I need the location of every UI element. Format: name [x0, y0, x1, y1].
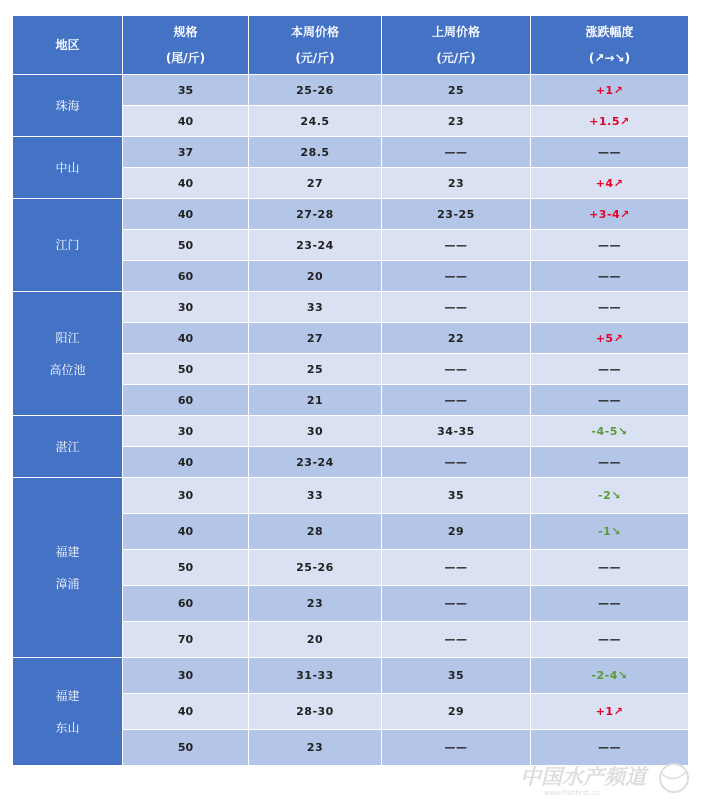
region-name: 福建 [55, 688, 80, 703]
table-row [13, 75, 689, 106]
price-table [12, 15, 689, 766]
region-name: 阳江 [55, 330, 80, 345]
last-week-price-cell: —— [382, 354, 531, 385]
last-week-price-cell: —— [382, 230, 531, 261]
region-name: 中山 [55, 160, 80, 175]
spec-cell: 50 [123, 230, 249, 261]
change-cell: +1↗ [531, 75, 689, 106]
region-cell [13, 75, 123, 137]
spec-cell: 60 [123, 586, 249, 622]
table-row [13, 137, 689, 168]
change-cell: —— [531, 385, 689, 416]
this-week-price-cell: 28 [249, 514, 382, 550]
region-name: 湛江 [55, 439, 80, 454]
last-week-price-cell: 34-35 [382, 416, 531, 447]
this-week-price-cell: 30 [249, 416, 382, 447]
spec-cell: 30 [123, 416, 249, 447]
header-last-week [382, 16, 531, 75]
spec-cell: 60 [123, 261, 249, 292]
table-row [13, 416, 689, 447]
last-week-price-cell: 22 [382, 323, 531, 354]
change-cell: -2↘ [531, 478, 689, 514]
change-cell: —— [531, 550, 689, 586]
this-week-price-cell: 25-26 [249, 550, 382, 586]
table-row [13, 478, 689, 514]
region-name: 漳浦 [55, 576, 80, 591]
region-name: 珠海 [55, 98, 80, 113]
region-cell [13, 137, 123, 199]
header-this-week-line1: 本周价格 [290, 25, 339, 39]
last-week-price-cell: 23-25 [382, 199, 531, 230]
last-week-price-cell: —— [382, 137, 531, 168]
change-cell: —— [531, 730, 689, 766]
table-header-row [13, 16, 689, 75]
change-cell: -1↘ [531, 514, 689, 550]
this-week-price-cell: 33 [249, 478, 382, 514]
this-week-price-cell: 31-33 [249, 658, 382, 694]
region-cell [13, 658, 123, 766]
spec-cell: 40 [123, 694, 249, 730]
change-cell: —— [531, 261, 689, 292]
this-week-price-cell: 23-24 [249, 230, 382, 261]
header-change-line2: (↗→↘) [588, 51, 631, 65]
spec-cell: 50 [123, 354, 249, 385]
last-week-price-cell: —— [382, 622, 531, 658]
last-week-price-cell: —— [382, 385, 531, 416]
last-week-price-cell: —— [382, 261, 531, 292]
watermark-text: 中国水产频道 [520, 765, 646, 789]
spec-cell: 35 [123, 75, 249, 106]
header-this-week [249, 16, 382, 75]
header-spec [123, 16, 249, 75]
spec-cell: 40 [123, 447, 249, 478]
this-week-price-cell: 23 [249, 586, 382, 622]
last-week-price-cell: 23 [382, 168, 531, 199]
spec-cell: 40 [123, 323, 249, 354]
change-cell: —— [531, 292, 689, 323]
spec-cell: 50 [123, 550, 249, 586]
last-week-price-cell: 25 [382, 75, 531, 106]
header-change-line1: 涨跌幅度 [585, 25, 634, 39]
last-week-price-cell: —— [382, 550, 531, 586]
region-name: 江门 [55, 238, 80, 252]
header-last-week-line1: 上周价格 [431, 25, 480, 39]
spec-cell: 30 [123, 658, 249, 694]
watermark-graphic [516, 760, 691, 798]
this-week-price-cell: 28-30 [249, 694, 382, 730]
region-cell [13, 199, 123, 292]
spec-cell: 70 [123, 622, 249, 658]
region-cell [13, 292, 123, 416]
change-cell: —— [531, 137, 689, 168]
last-week-price-cell: —— [382, 586, 531, 622]
this-week-price-cell: 24.5 [249, 106, 382, 137]
region-cell [13, 478, 123, 658]
last-week-price-cell: —— [382, 292, 531, 323]
change-cell: +3-4↗ [531, 199, 689, 230]
last-week-price-cell: 35 [382, 478, 531, 514]
table-row [13, 199, 689, 230]
region-name: 福建 [55, 544, 80, 559]
this-week-price-cell: 20 [249, 622, 382, 658]
spec-cell: 40 [123, 199, 249, 230]
region-name: 高位池 [49, 362, 86, 377]
last-week-price-cell: —— [382, 447, 531, 478]
this-week-price-cell: 27-28 [249, 199, 382, 230]
change-cell: —— [531, 354, 689, 385]
this-week-price-cell: 21 [249, 385, 382, 416]
region-name: 东山 [55, 720, 80, 735]
header-region [13, 16, 123, 75]
last-week-price-cell: 23 [382, 106, 531, 137]
last-week-price-cell: 29 [382, 514, 531, 550]
globe-wave [662, 772, 686, 779]
spec-cell: 50 [123, 730, 249, 766]
this-week-price-cell: 33 [249, 292, 382, 323]
table-row [13, 658, 689, 694]
last-week-price-cell: —— [382, 730, 531, 766]
change-cell: —— [531, 230, 689, 261]
change-cell: -4-5↘ [531, 416, 689, 447]
header-spec-line1: 规格 [173, 25, 198, 39]
change-cell: —— [531, 586, 689, 622]
spec-cell: 60 [123, 385, 249, 416]
last-week-price-cell: 29 [382, 694, 531, 730]
spec-cell: 40 [123, 514, 249, 550]
change-cell: -2-4↘ [531, 658, 689, 694]
watermark-subtext: www.fishfirst.cn [544, 789, 600, 797]
spec-cell: 37 [123, 137, 249, 168]
this-week-price-cell: 23 [249, 730, 382, 766]
header-last-week-line2: (元/斤) [436, 51, 476, 65]
change-cell: +4↗ [531, 168, 689, 199]
spec-cell: 40 [123, 106, 249, 137]
this-week-price-cell: 27 [249, 168, 382, 199]
table-body [13, 75, 689, 766]
this-week-price-cell: 28.5 [249, 137, 382, 168]
this-week-price-cell: 20 [249, 261, 382, 292]
header-this-week-line2: (元/斤) [295, 51, 335, 65]
last-week-price-cell: 35 [382, 658, 531, 694]
change-cell: —— [531, 447, 689, 478]
region-cell [13, 416, 123, 478]
change-cell: +5↗ [531, 323, 689, 354]
this-week-price-cell: 25-26 [249, 75, 382, 106]
spec-cell: 30 [123, 292, 249, 323]
this-week-price-cell: 25 [249, 354, 382, 385]
this-week-price-cell: 27 [249, 323, 382, 354]
change-cell: +1↗ [531, 694, 689, 730]
spec-cell: 40 [123, 168, 249, 199]
watermark-logo [516, 760, 691, 798]
spec-cell: 30 [123, 478, 249, 514]
change-cell: —— [531, 622, 689, 658]
header-change [531, 16, 689, 75]
header-region-label: 地区 [55, 38, 80, 52]
header-spec-line2: (尾/斤) [165, 51, 206, 65]
change-cell: +1.5↗ [531, 106, 689, 137]
table-row [13, 292, 689, 323]
this-week-price-cell: 23-24 [249, 447, 382, 478]
